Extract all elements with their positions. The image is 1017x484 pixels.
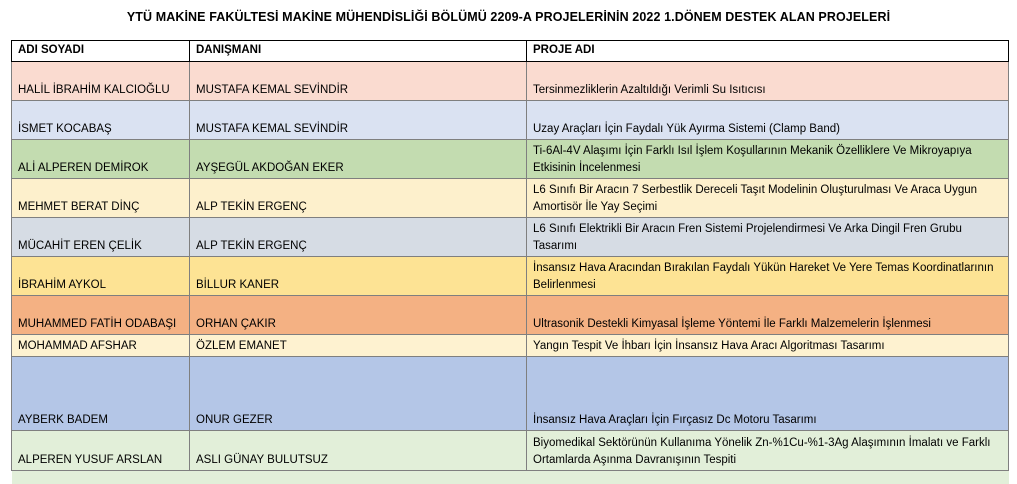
header-name: ADI SOYADI: [12, 41, 190, 62]
table-row: [12, 140, 1009, 179]
tail-cell: [12, 471, 190, 484]
project-cell: Ultrasonik Destekli Kimyasal İşleme Yöntemi İle Farklı Malzemelerin İşlenmesi: [527, 296, 1009, 335]
table-row: [12, 296, 1009, 335]
project-cell: Uzay Araçları İçin Faydalı Yük Ayırma Sistemi (Clamp Band): [527, 101, 1009, 140]
project-cell: İnsansız Hava Aracından Bırakılan Faydalı Yükün Hareket Ve Yere Temas Koordinatlarının Belirlenmesi: [527, 257, 1009, 296]
student-name-cell: MOHAMMAD AFSHAR: [12, 335, 190, 357]
table-row: [12, 179, 1009, 218]
tail-cell: [190, 471, 527, 484]
project-cell: Yangın Tespit Ve İhbarı İçin İnsansız Hava Aracı Algoritması Tasarımı: [527, 335, 1009, 357]
table-row: [12, 101, 1009, 140]
table-row: [12, 335, 1009, 357]
student-name-cell: HALİL İBRAHİM KALCIOĞLU: [12, 62, 190, 101]
project-cell: Tersinmezliklerin Azaltıldığı Verimli Su Isıtıcısı: [527, 62, 1009, 101]
advisor-cell: ALP TEKİN ERGENÇ: [190, 218, 527, 257]
student-name-cell: MEHMET BERAT DİNÇ: [12, 179, 190, 218]
project-cell: Biyomedikal Sektörünün Kullanıma Yönelik Zn-%1Cu-%1-3Ag Alaşımının İmalatı ve Farklı Ortamlarda Aşınma Davranışının Tespiti: [527, 431, 1009, 471]
advisor-cell: MUSTAFA KEMAL SEVİNDİR: [190, 62, 527, 101]
table-row: [12, 431, 1009, 471]
student-name-cell: İBRAHİM AYKOL: [12, 257, 190, 296]
student-name-cell: MUHAMMED FATİH ODABAŞI: [12, 296, 190, 335]
table-row: [12, 357, 1009, 431]
advisor-cell: ASLI GÜNAY BULUTSUZ: [190, 431, 527, 471]
project-cell: L6 Sınıfı Bir Aracın 7 Serbestlik Dereceli Taşıt Modelinin Oluşturulması Ve Araca Uygun Amortisör İle Yay Seçimi: [527, 179, 1009, 218]
student-name-cell: MÜCAHİT EREN ÇELİK: [12, 218, 190, 257]
project-cell: Ti-6Al-4V Alaşımı İçin Farklı Isıl İşlem Koşullarının Mekanik Özelliklere Ve Mikroyapıya Etkisinin İncelenmesi: [527, 140, 1009, 179]
header-advisor: DANIŞMANI: [190, 41, 527, 62]
page-title: YTÜ MAKİNE FAKÜLTESİ MAKİNE MÜHENDİSLİĞİ BÖLÜMÜ 2209-A PROJELERİNİN 2022 1.DÖNEM DESTEK ALAN PROJELERİ: [0, 10, 1017, 24]
projects-table: [11, 40, 1009, 484]
student-name-cell: ALPEREN YUSUF ARSLAN: [12, 431, 190, 471]
table-tail-row: [12, 471, 1009, 484]
student-name-cell: AYBERK BADEM: [12, 357, 190, 431]
tail-cell: [527, 471, 1009, 484]
header-row: [12, 41, 1009, 62]
advisor-cell: ALP TEKİN ERGENÇ: [190, 179, 527, 218]
project-cell: L6 Sınıfı Elektrikli Bir Aracın Fren Sistemi Projelendirmesi Ve Arka Dingil Fren Grubu Tasarımı: [527, 218, 1009, 257]
advisor-cell: ORHAN ÇAKIR: [190, 296, 527, 335]
student-name-cell: İSMET KOCABAŞ: [12, 101, 190, 140]
advisor-cell: ONUR GEZER: [190, 357, 527, 431]
advisor-cell: BİLLUR KANER: [190, 257, 527, 296]
advisor-cell: AYŞEGÜL AKDOĞAN EKER: [190, 140, 527, 179]
header-project: PROJE ADI: [527, 41, 1009, 62]
project-cell: İnsansız Hava Araçları İçin Fırçasız Dc Motoru Tasarımı: [527, 357, 1009, 431]
student-name-cell: ALİ ALPEREN DEMİROK: [12, 140, 190, 179]
table-row: [12, 218, 1009, 257]
advisor-cell: ÖZLEM EMANET: [190, 335, 527, 357]
advisor-cell: MUSTAFA KEMAL SEVİNDİR: [190, 101, 527, 140]
table-row: [12, 62, 1009, 101]
table-row: [12, 257, 1009, 296]
